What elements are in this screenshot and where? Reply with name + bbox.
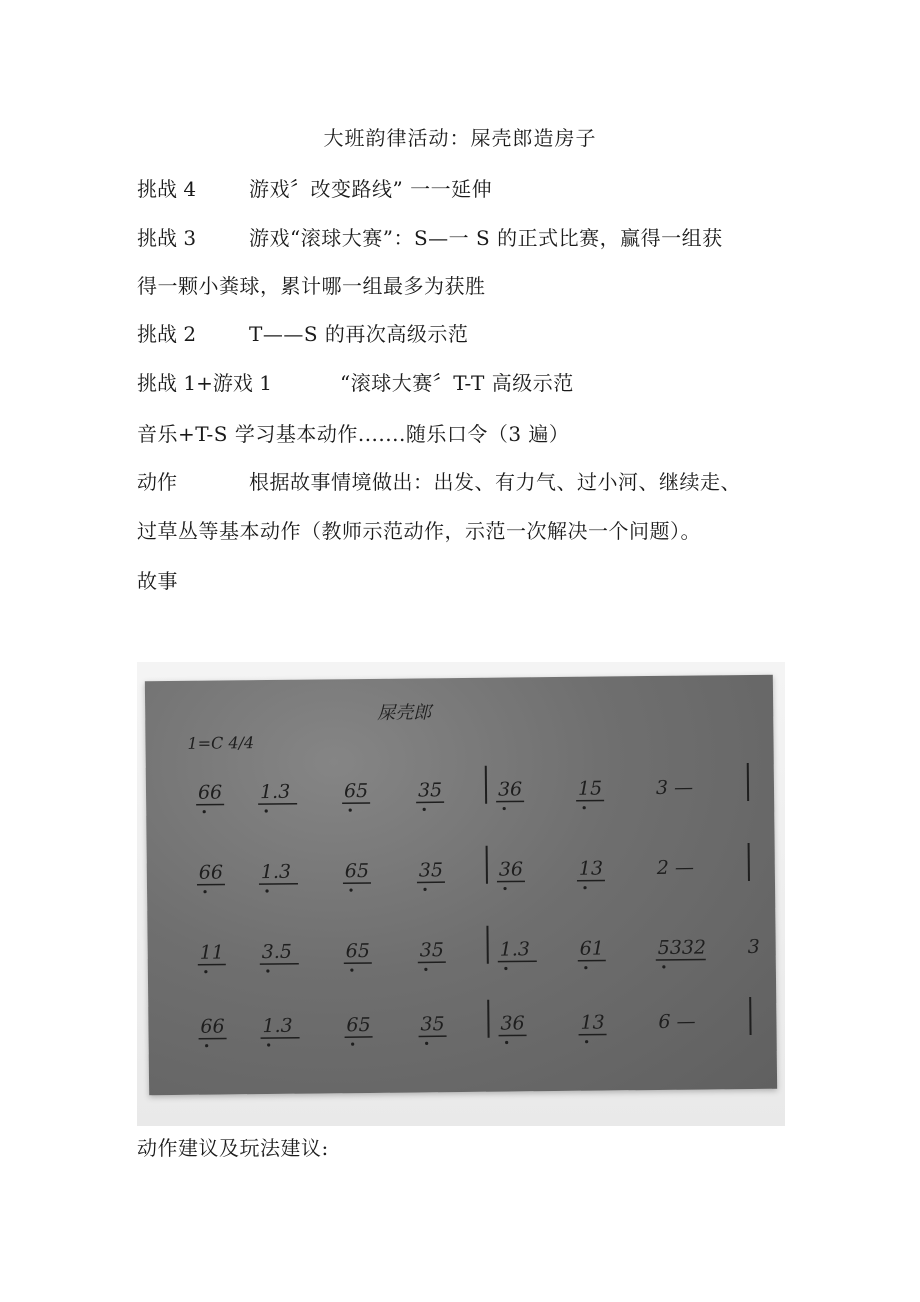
score-note-group: 36 — [498, 858, 524, 881]
score-title: 屎壳郎 — [377, 702, 432, 724]
score-note-group: 15 — [577, 777, 603, 800]
score-octave-dot — [203, 890, 206, 893]
score-sheet — [145, 675, 777, 1096]
score-note-group: 3 — [747, 935, 760, 959]
score-note-group: 65 — [344, 859, 370, 883]
score-note-group: 66 — [198, 861, 224, 884]
row-label-challenge-2: 挑战 2 — [137, 322, 197, 346]
score-note-group: 66 — [200, 1015, 225, 1038]
row-music: 音乐+T-S 学习基本动作.......随乐口令（3 遍） — [137, 422, 570, 446]
score-note-group: 11 — [199, 941, 224, 964]
row-story: 故事 — [137, 569, 178, 593]
score-note-group: 35 — [418, 859, 444, 882]
row-label-challenge-3: 挑战 3 — [137, 226, 197, 250]
row-text-challenge-1: “滚球大赛〞T-T 高级示范 — [340, 371, 574, 395]
score-octave-dot — [350, 969, 353, 972]
score-beam — [656, 959, 706, 960]
row-continuation-actions: 过草丛等基本动作（教师示范动作，示范一次解决一个问题）。 — [137, 519, 701, 543]
key-signature: 1=C 4/4 — [187, 733, 255, 753]
score-octave-dot — [503, 887, 506, 890]
document-title: 大班韵律活动：屎壳郎造房子 — [323, 126, 597, 150]
score-note-group: 35 — [417, 779, 443, 802]
score-note-group: 35 — [419, 939, 444, 962]
score-octave-dot — [583, 806, 586, 809]
score-octave-dot — [203, 810, 206, 813]
score-octave-dot — [584, 966, 587, 969]
score-note-group: 36 — [497, 778, 523, 801]
score-octave-dot — [583, 886, 586, 889]
score-note-group: 1.3 — [259, 780, 291, 804]
score-note-group: 65 — [346, 1013, 371, 1037]
score-note-group: 3.5 — [261, 940, 293, 964]
score-photo — [137, 662, 785, 1126]
score-octave-dot — [265, 809, 268, 812]
document-footer: 动作建议及玩法建议: — [137, 1136, 329, 1160]
score-note-group: 65 — [343, 779, 369, 803]
score-octave-dot — [505, 1041, 508, 1044]
score-note-group: 66 — [197, 781, 223, 804]
row-text-actions: 根据故事情境做出：出发、有力气、过小河、继续走、 — [249, 470, 741, 494]
row-text-challenge-3: 游戏“滚球大赛”：S—一 S 的正式比赛，赢得一组获 — [249, 226, 723, 250]
score-note-group: 1.3 — [262, 1014, 293, 1038]
score-octave-dot — [349, 889, 352, 892]
row-continuation-challenge-3: 得一颗小粪球，累计哪一组最多为获胜 — [137, 274, 486, 298]
score-note-group: 6 — — [658, 1010, 696, 1033]
score-note-group: 13 — [580, 1011, 605, 1034]
score-note-group: 1.3 — [499, 938, 531, 961]
score-note-group: 65 — [345, 939, 370, 963]
score-note-group: 2 — — [656, 856, 695, 879]
score-note-group: 35 — [420, 1013, 445, 1036]
score-drawing — [145, 675, 777, 1096]
score-octave-dot — [204, 970, 207, 973]
score-octave-dot — [585, 1040, 588, 1043]
score-octave-dot — [267, 1043, 270, 1046]
score-octave-dot — [265, 889, 268, 892]
score-octave-dot — [662, 965, 665, 968]
score-octave-dot — [424, 968, 427, 971]
score-note-group: 36 — [500, 1012, 525, 1035]
score-note-group: 3 — — [655, 776, 694, 799]
score-note-group: 5332 — [657, 936, 707, 959]
score-octave-dot — [205, 1044, 208, 1047]
score-octave-dot — [425, 1042, 428, 1045]
score-octave-dot — [504, 967, 507, 970]
row-label-challenge-1: 挑战 1+游戏 1 — [137, 371, 272, 395]
row-text-challenge-2: T——S 的再次高级示范 — [249, 322, 469, 346]
score-octave-dot — [351, 1043, 354, 1046]
score-note-group: 1.3 — [260, 860, 292, 884]
row-text-challenge-4: 游戏〞改变路线” 一一延伸 — [249, 177, 493, 201]
row-label-actions: 动作 — [137, 470, 177, 494]
score-note-group: 61 — [579, 937, 604, 960]
score-octave-dot — [503, 807, 506, 810]
row-label-challenge-4: 挑战 4 — [137, 177, 197, 201]
score-octave-dot — [349, 809, 352, 812]
score-octave-dot — [423, 808, 426, 811]
score-note-group: 13 — [578, 857, 604, 880]
score-octave-dot — [266, 969, 269, 972]
score-octave-dot — [423, 888, 426, 891]
